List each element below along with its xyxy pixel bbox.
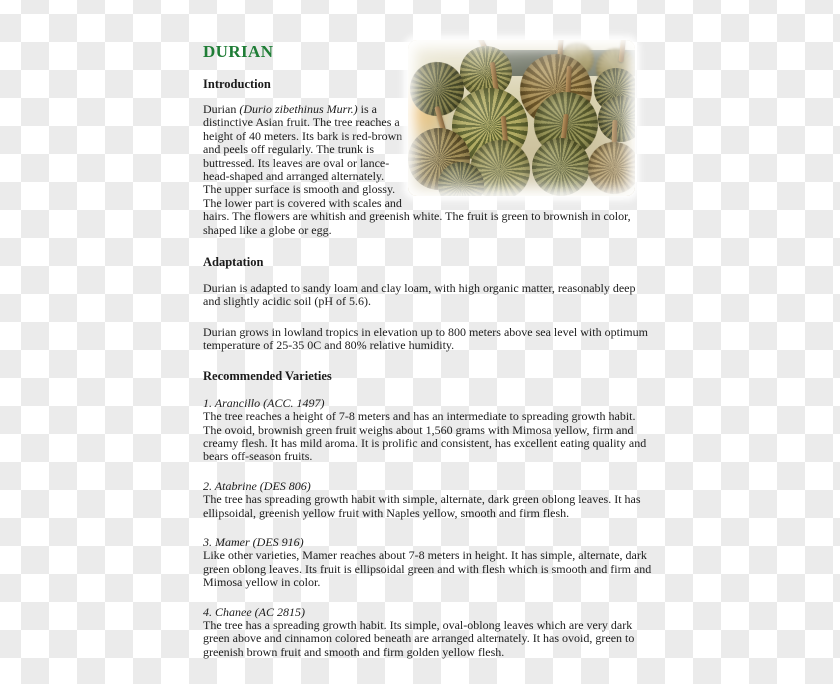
variety-description: The tree has a spreading growth habit. Its simple, oval-oblong leaves which are very dark green above and cinnamon colored beneath are arranged alternately. It has ovoid, green to greenish brown fruit and smooth and firm golden yellow flesh. [203, 617, 635, 659]
intro-text-rest: is a distinctive Asian fruit. The tree reaches a height of 40 meters. Its bark is red-brown and peels off regularly. The trunk is buttressed. Its leaves are oval or lance-head-shaped and arranged alternately. The upper surface is smooth and glossy. The lower part is covered with scales and hairs. The flowers are whitish and greenish white. The fruit is green to brownish in color, shaped like a globe or egg. [203, 102, 631, 237]
document-page [203, 40, 655, 659]
page-title: DURIAN [203, 42, 274, 61]
variety-name: 3. Mamer (DES 916) [203, 534, 304, 549]
variety-item [203, 397, 655, 464]
variety-name: 1. Arancillo (ACC. 1497) [203, 395, 325, 410]
section-heading-recommended-varieties: Recommended Varieties [203, 368, 332, 383]
durian-photo [408, 40, 635, 196]
intro-latin-name: (Durio zibethinus Murr.) [239, 102, 358, 116]
variety-description: The tree reaches a height of 7-8 meters and has an intermediate to spreading growth habit. The ovoid, brownish green fruit weighs about 1,560 grams with Mimosa yellow, firm and creamy flesh. It has mild aroma. It is prolific and consistent, has excellent eating quality and bears off-season fruits. [203, 409, 647, 464]
variety-description: The tree has spreading growth habit with simple, alternate, dark green oblong leaves. It has ellipsoidal, greenish yellow fruit with Naples yellow, smooth and firm flesh. [203, 492, 641, 520]
variety-name: 4. Chanee (AC 2815) [203, 604, 305, 619]
intro-text-lead: Durian [203, 102, 240, 116]
variety-item [203, 480, 655, 520]
paragraph-adaptation-1: Durian is adapted to sandy loam and clay loam, with high organic matter, reasonably deep and slightly acidic soil (pH of 5.6). [203, 281, 636, 309]
section-heading-adaptation: Adaptation [203, 255, 264, 270]
variety-name: 2. Atabrine (DES 806) [203, 478, 311, 493]
variety-description: Like other varieties, Mamer reaches about 7-8 meters in height. It has simple, alternate, dark green oblong leaves. Its fruit is ellipsoidal green and with flesh which is smooth and firm and Mimosa yellow in color. [203, 548, 652, 590]
paragraph-adaptation-2: Durian grows in lowland tropics in elevation up to 800 meters above sea level with optimum temperature of 25-35 0C and 80% relative humidity. [203, 324, 648, 353]
variety-item [203, 606, 655, 660]
variety-item [203, 536, 655, 590]
durian-fruit [532, 138, 590, 196]
durian-fruit [582, 136, 635, 196]
section-heading-introduction: Introduction [203, 77, 271, 91]
